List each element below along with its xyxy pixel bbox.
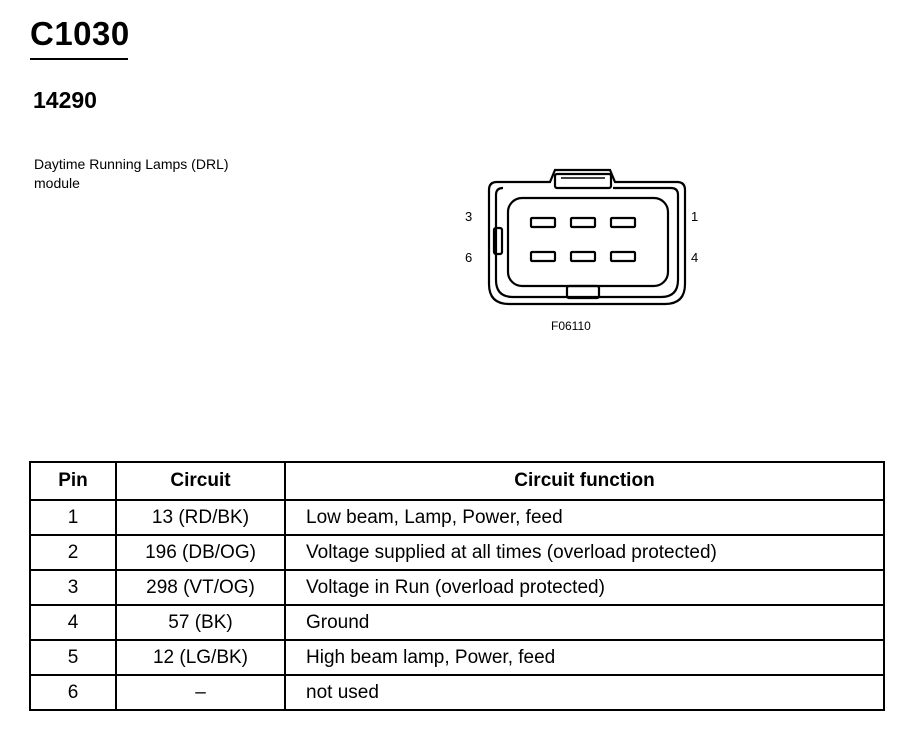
header-pin: Pin <box>30 462 116 500</box>
cell-function: Low beam, Lamp, Power, feed <box>285 500 884 535</box>
terminal-cavity-3 <box>531 218 555 227</box>
cell-function: Voltage in Run (overload protected) <box>285 570 884 605</box>
cell-circuit: 196 (DB/OG) <box>116 535 285 570</box>
terminal-cavity-4 <box>611 252 635 261</box>
table-row <box>30 640 884 675</box>
pin-label-6: 6 <box>465 250 473 265</box>
cell-circuit: – <box>116 675 285 710</box>
cell-pin: 2 <box>30 535 116 570</box>
cell-pin: 6 <box>30 675 116 710</box>
connector-cavity-body <box>508 198 668 286</box>
terminal-cavity-5 <box>571 252 595 261</box>
table-header-row <box>30 462 884 500</box>
cell-function: Ground <box>285 605 884 640</box>
table-row <box>30 605 884 640</box>
table-row <box>30 570 884 605</box>
cell-pin: 4 <box>30 605 116 640</box>
figure-code: F06110 <box>551 319 591 333</box>
cell-function: not used <box>285 675 884 710</box>
pin-label-1: 1 <box>691 209 699 224</box>
connector-id-underline <box>30 58 128 60</box>
table-row <box>30 500 884 535</box>
header-circuit-function: Circuit function <box>285 462 884 500</box>
module-description-line2: module <box>34 175 80 191</box>
cell-pin: 1 <box>30 500 116 535</box>
module-description <box>34 155 294 193</box>
terminal-cavity-2 <box>571 218 595 227</box>
terminal-cavity-1 <box>611 218 635 227</box>
part-number: 14290 <box>33 87 97 113</box>
cell-circuit: 298 (VT/OG) <box>116 570 285 605</box>
table-row <box>30 675 884 710</box>
cell-pin: 5 <box>30 640 116 675</box>
pin-label-4: 4 <box>691 250 699 265</box>
header-circuit: Circuit <box>116 462 285 500</box>
cell-pin: 3 <box>30 570 116 605</box>
connector-outer-shell <box>489 170 685 304</box>
connector-id: C1030 <box>30 15 130 52</box>
connector-face-diagram <box>455 160 715 320</box>
cell-circuit: 13 (RD/BK) <box>116 500 285 535</box>
cell-function: High beam lamp, Power, feed <box>285 640 884 675</box>
cell-function: Voltage supplied at all times (overload protected) <box>285 535 884 570</box>
pin-label-3: 3 <box>465 209 473 224</box>
table-row <box>30 535 884 570</box>
connector-inner-shell <box>496 188 678 297</box>
connector-latch <box>555 174 611 188</box>
cell-circuit: 57 (BK) <box>116 605 285 640</box>
cell-circuit: 12 (LG/BK) <box>116 640 285 675</box>
pinout-table <box>29 461 885 711</box>
module-description-line1: Daytime Running Lamps (DRL) <box>34 156 229 172</box>
terminal-cavity-6 <box>531 252 555 261</box>
